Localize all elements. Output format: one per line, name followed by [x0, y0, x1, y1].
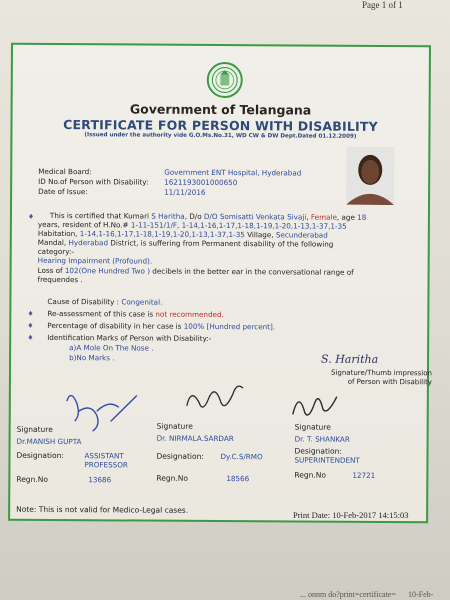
designation-value-2: Dy.C.S/RMO — [220, 452, 263, 462]
certification-line-5: category:- — [37, 246, 75, 257]
regn-label-3: Regn.No — [294, 470, 326, 480]
applicant-signature: S. Haritha — [321, 352, 379, 366]
certification-line-1: This is certified that Kumari S Haritha, D/o D/O Somisatti Venkata Sivaji, Female, age 18 — [49, 210, 367, 222]
cause-of-disability: Cause of Disability : Congenital. — [47, 296, 163, 307]
id-value: 1621193001000650 — [164, 177, 238, 188]
signature-mark-3 — [287, 384, 343, 424]
certification-line-3: Habitation, 1-14,1-16,1-17,1-18,1-19,1-20,1-13,1-37,1-35 Village, Secunderabad — [37, 228, 328, 240]
bullet-icon: ♦ — [27, 321, 34, 330]
certification-line-4: Mandal, Hyderabad District, is suffering from Permanent disability of the following — [37, 237, 334, 249]
bullet-icon: ♦ — [27, 309, 34, 318]
regn-value-2: 18566 — [226, 474, 250, 484]
bullet-icon: ♦ — [27, 212, 35, 221]
applicant-signature-caption-1: Signature/Thumb impression — [331, 368, 433, 378]
state-emblem-icon — [207, 62, 243, 98]
page-number: Page 1 of 1 — [362, 0, 403, 10]
footer-url: ... onnm do?print=certificate= — [300, 590, 396, 599]
identification-mark-a: a)A Mole On The Nose . — [69, 343, 154, 353]
medical-board-value: Government ENT Hospital, Hyderabad — [164, 167, 302, 178]
applicant-signature-caption-2: of Person with Disability — [347, 377, 432, 387]
certification-line-2: years, resident of H.No.# 1-11-151/1/F, 1-14,1-16,1-17,1-18,1-19,1-20,1-13,1-37,1-35 — [37, 219, 347, 231]
medico-legal-note: Note: This is not valid for Medico-Legal cases. — [16, 504, 189, 515]
certificate-title: CERTIFICATE FOR PERSON WITH DISABILITY — [63, 117, 378, 134]
designation-label-1: Designation: — [16, 450, 64, 461]
signature-label-2: Signature — [156, 421, 193, 431]
signatory-name-1: Dr.MANISH GUPTA — [16, 436, 82, 447]
id-label: ID No.of Person with Disability: — [38, 176, 149, 187]
designation-value-1: ASSISTANT PROFESSOR — [84, 451, 128, 470]
print-date: Print Date: 10-Feb-2017 14:15:03 — [293, 510, 409, 520]
identification-mark-b: b)No Marks . — [69, 353, 115, 363]
applicant-photo — [346, 147, 394, 205]
designation-label-3: Designation: — [294, 446, 342, 456]
authority-subtitle: (Issued under the authority vide G.O.Ms.No.31, WD CW & DW Dept.Dated 01.12.2009) — [84, 132, 357, 140]
designation-value-3: SUPERINTENDENT — [294, 455, 360, 465]
signature-label-1: Signature — [16, 424, 53, 434]
regn-value-3: 12721 — [352, 470, 376, 480]
identification-marks-label: Identification Marks of Person with Disability:- — [47, 332, 212, 343]
designation-label-2: Designation: — [156, 451, 204, 461]
signature-mark-2 — [181, 372, 249, 422]
date-of-issue-label: Date of Issue: — [38, 186, 88, 197]
government-heading: Government of Telangana — [129, 101, 312, 118]
certificate — [8, 43, 431, 524]
regn-value-1: 13686 — [88, 475, 112, 485]
bullet-icon: ♦ — [27, 333, 34, 342]
medical-board-label: Medical Board: — [38, 166, 92, 177]
disability-category: Hearing Impairment (Profound). — [37, 255, 153, 266]
regn-label-2: Regn.No — [156, 473, 188, 483]
signatory-name-2: Dr. NIRMALA.SARDAR — [156, 433, 234, 444]
hearing-loss-line-1: Loss of 102(One Hundred Two ) decibels in the better ear in the conversational range of — [37, 265, 354, 277]
hearing-loss-line-2: frequendes . — [37, 274, 83, 285]
signature-mark-1 — [61, 381, 141, 439]
regn-label-1: Regn.No — [16, 474, 48, 484]
signature-label-3: Signature — [294, 422, 331, 432]
date-of-issue-value: 11/11/2016 — [164, 187, 206, 197]
footer-date: 10-Feb- — [408, 590, 434, 599]
reassessment: Re-assessment of this case is not recommended. — [47, 308, 224, 320]
signatory-name-3: Dr. T. SHANKAR — [294, 434, 350, 444]
disability-percentage: Percentage of disability in her case is 100% [Hundred percent]. — [47, 320, 276, 332]
